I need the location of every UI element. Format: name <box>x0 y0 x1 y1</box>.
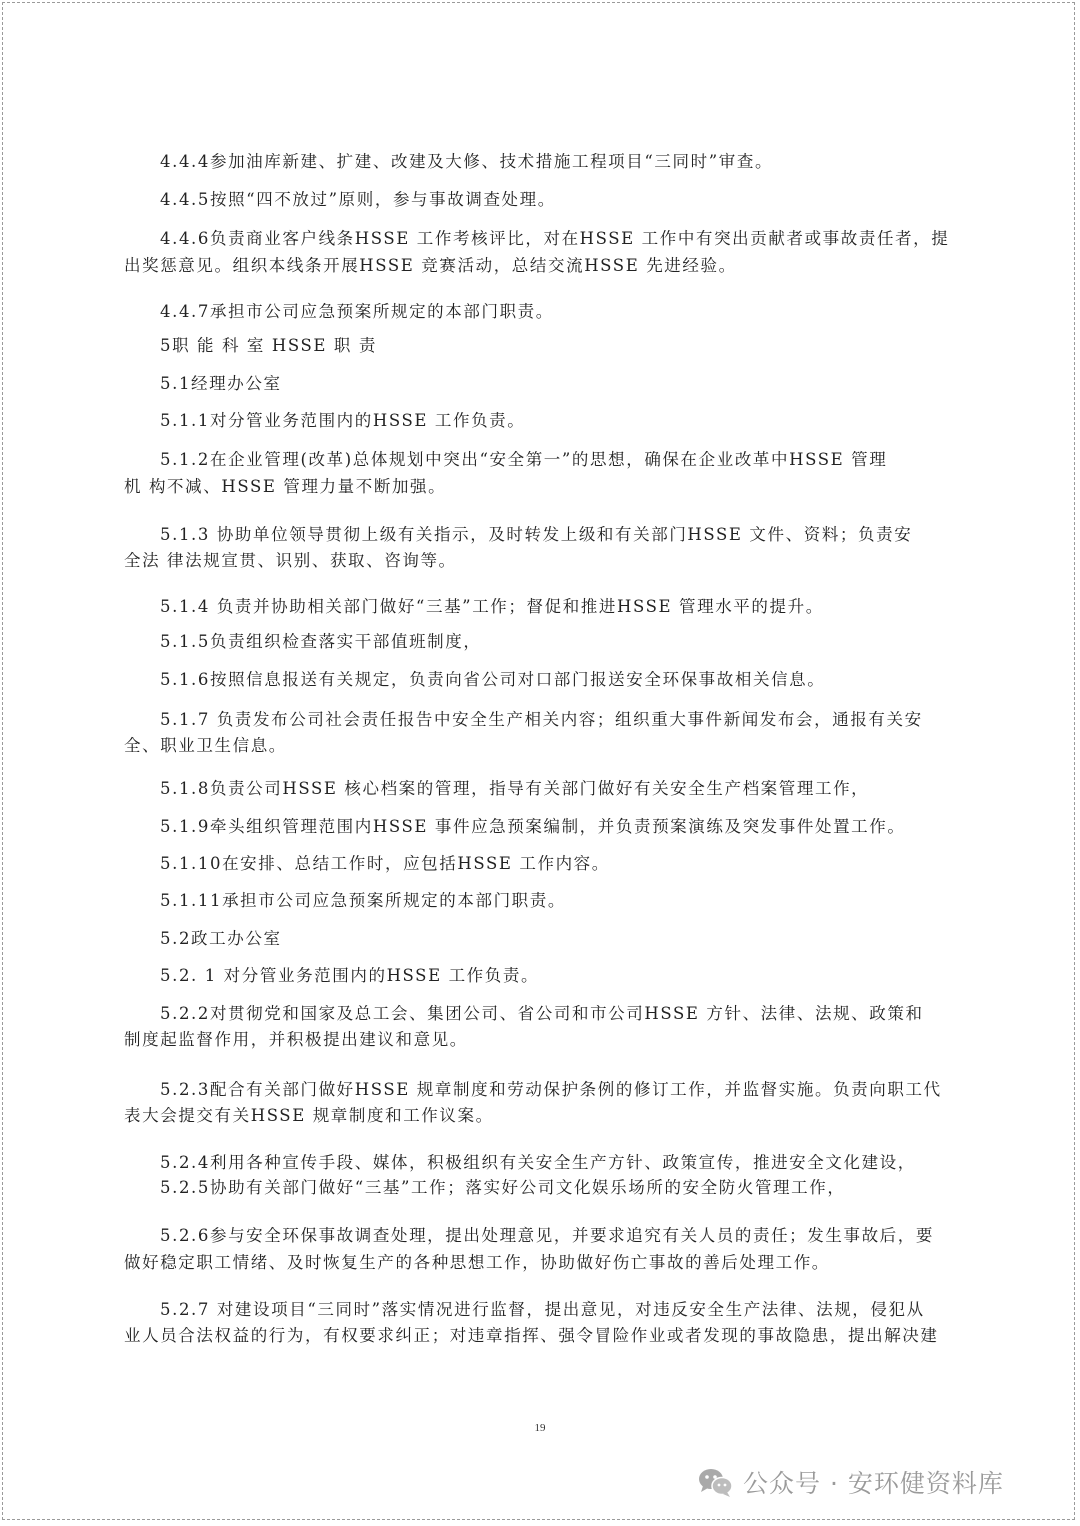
wechat-icon <box>697 1466 733 1498</box>
paragraph-line: 5.2. 1 对分管业务范围内的HSSE 工作负责。 <box>160 966 540 985</box>
section-heading: 5.2政工办公室 <box>160 929 282 948</box>
paragraph-line: 4.4.5按照“四不放过”原则，参与事故调查处理。 <box>160 190 556 209</box>
paragraph-line: 5.1.4 负责并协助相关部门做好“三基”工作；督促和推进HSSE 管理水平的提升。 <box>160 597 824 616</box>
paragraph-line: 4.4.6负责商业客户线条HSSE 工作考核评比，对在HSSE 工作中有突出贡献者或事故责任者，提 <box>160 229 950 248</box>
page-number: 19 <box>534 1422 546 1434</box>
paragraph-line: 5.2.7 对建设项目“三同时”落实情况进行监督，提出意见，对违反安全生产法律、法规，侵犯从 <box>160 1300 925 1319</box>
paragraph-line: 制度起监督作用，并积极提出建议和意见。 <box>124 1030 468 1049</box>
paragraph-line: 5.1.8负责公司HSSE 核心档案的管理，指导有关部门做好有关安全生产档案管理工作， <box>160 779 870 798</box>
paragraph-line: 机 构不减、HSSE 管理力量不断加强。 <box>124 477 447 496</box>
paragraph-line: 5.1.2在企业管理(改革)总体规划中突出“安全第一”的思想，确保在企业改革中HSSE 管理 <box>160 450 888 469</box>
paragraph-line: 5.1.1对分管业务范围内的HSSE 工作负责。 <box>160 411 526 430</box>
paragraph-line: 5.2.6参与安全环保事故调查处理，提出处理意见，并要求追究有关人员的责任；发生事故后，要 <box>160 1226 934 1245</box>
paragraph-line: 5.2.5协助有关部门做好“三基”工作；落实好公司文化娱乐场所的安全防火管理工作， <box>160 1178 846 1197</box>
paragraph-line: 出奖惩意见。组织本线条开展HSSE 竞赛活动，总结交流HSSE 先进经验。 <box>124 256 737 275</box>
paragraph-line: 4.4.7承担市公司应急预案所规定的本部门职责。 <box>160 302 554 321</box>
paragraph-line: 表大会提交有关HSSE 规章制度和工作议案。 <box>124 1106 494 1125</box>
paragraph-line: 5.1.9牵头组织管理范围内HSSE 事件应急预案编制，并负责预案演练及突发事件处置工作。 <box>160 817 906 836</box>
paragraph-line: 5.1.10在安排、总结工作时，应包括HSSE 工作内容。 <box>160 854 610 873</box>
paragraph-line: 5.1.6按照信息报送有关规定，负责向省公司对口部门报送安全环保事故相关信息。 <box>160 670 826 689</box>
paragraph-line: 全法 律法规宣贯、识别、获取、咨询等。 <box>124 551 457 570</box>
paragraph-line: 5.1.5负责组织检查落实干部值班制度， <box>160 632 482 651</box>
paragraph-line: 5.2.2对贯彻党和国家及总工会、集团公司、省公司和市公司HSSE 方针、法律、法规、政策和 <box>160 1004 924 1023</box>
watermark <box>697 1460 1004 1504</box>
paragraph-line: 5.2.4利用各种宣传手段、媒体，积极组织有关安全生产方针、政策宣传，推进安全文化建设， <box>160 1153 916 1172</box>
section-heading: 5职 能 科 室 HSSE 职 责 <box>160 336 377 355</box>
watermark-text: 公众号 · 安环健资料库 <box>743 1469 1004 1498</box>
paragraph-line: 业人员合法权益的行为，有权要求纠正；对违章指挥、强令冒险作业或者发现的事故隐患，提出解决建 <box>124 1326 939 1345</box>
section-heading: 5.1经理办公室 <box>160 374 282 393</box>
paragraph-line: 5.1.3 协助单位领导贯彻上级有关指示，及时转发上级和有关部门HSSE 文件、资料；负责安 <box>160 525 913 544</box>
paragraph-line: 做好稳定职工情绪、及时恢复生产的各种思想工作，协助做好伤亡事故的善后处理工作。 <box>124 1253 830 1272</box>
paragraph-line: 5.2.3配合有关部门做好HSSE 规章制度和劳动保护条例的修订工作，并监督实施。负责向职工代 <box>160 1080 942 1099</box>
paragraph-line: 全、职业卫生信息。 <box>124 736 287 755</box>
paragraph-line: 5.1.11承担市公司应急预案所规定的本部门职责。 <box>160 891 566 910</box>
paragraph-line: 5.1.7 负责发布公司社会责任报告中安全生产相关内容；组织重大事件新闻发布会，通报有关安 <box>160 710 923 729</box>
paragraph-line: 4.4.4参加油库新建、扩建、改建及大修、技术措施工程项目“三同时”审查。 <box>160 152 774 171</box>
